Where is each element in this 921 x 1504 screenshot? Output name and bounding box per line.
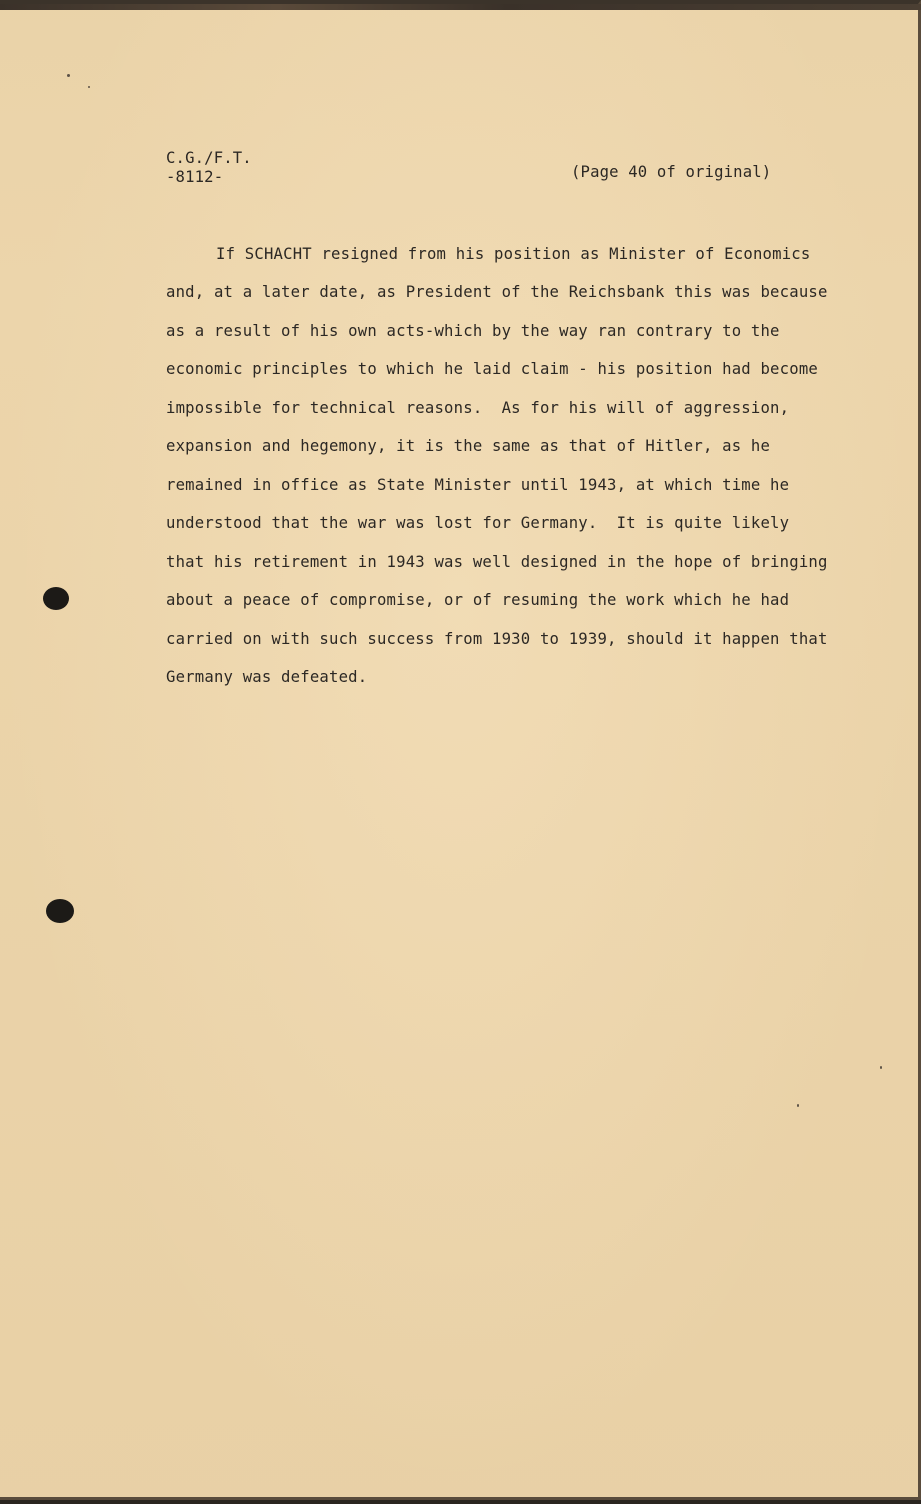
paragraph-line: understood that the war was lost for Germany. It is quite likely <box>166 514 790 532</box>
reference-code: C.G./F.T. <box>166 149 252 167</box>
paragraph-line: remained in office as State Minister until 1943, at which time he <box>166 476 790 494</box>
paragraph-line: economic principles to which he laid claim - his position had become <box>166 360 818 378</box>
original-page-note: (Page 40 of original) <box>571 163 772 181</box>
paragraph-line: Germany was defeated. <box>166 668 368 686</box>
paragraph-line: carried on with such success from 1930 to 1939, should it happen that <box>166 630 828 648</box>
body-paragraph <box>0 4 921 1504</box>
paragraph-line: impossible for technical reasons. As for his will of aggression, <box>166 399 790 417</box>
paragraph-line: and, at a later date, as President of the Reichsbank this was because <box>166 283 828 301</box>
paragraph-line: that his retirement in 1943 was well designed in the hope of bringing <box>166 553 828 571</box>
punch-hole <box>46 899 74 923</box>
punch-hole <box>43 587 69 610</box>
paragraph-line: as a result of his own acts-which by the way ran contrary to the <box>166 322 780 340</box>
paragraph-line: about a peace of compromise, or of resuming the work which he had <box>166 591 790 609</box>
document-number: -8112- <box>166 168 224 186</box>
paragraph-line: If SCHACHT resigned from his position as Minister of Economics <box>216 245 811 263</box>
paragraph-line: expansion and hegemony, it is the same as that of Hitler, as he <box>166 437 771 455</box>
